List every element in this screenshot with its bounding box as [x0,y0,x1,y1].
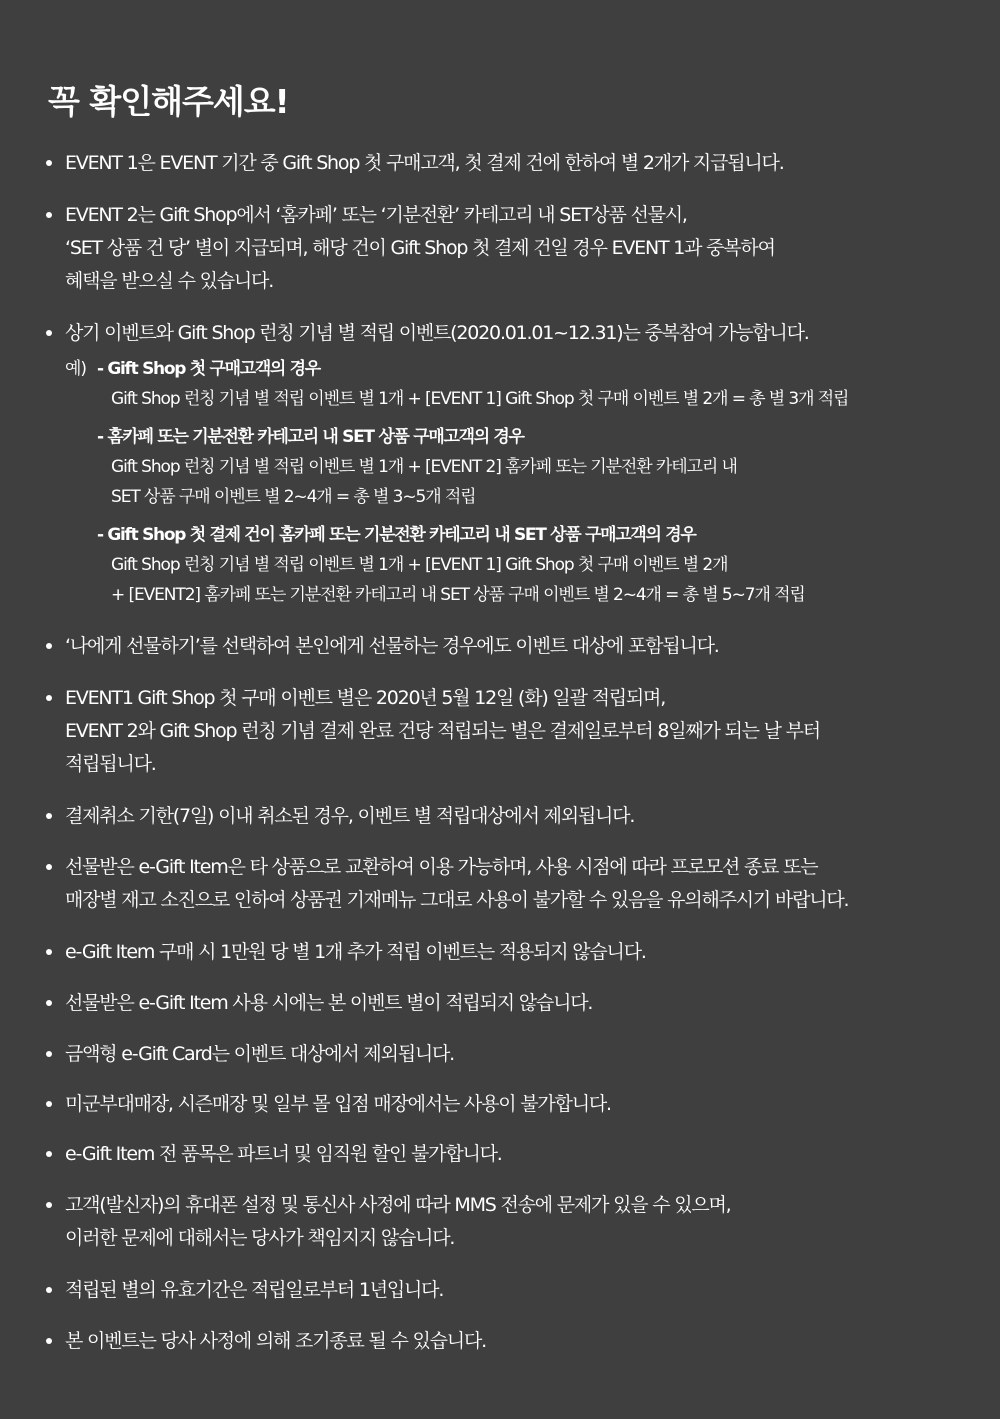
example-text: Gift Shop 런칭 기념 별 적립 이벤트 별 1개 + [EVENT 1] Gift Shop 첫 구매 이벤트 별 2개 = 총 별 3개 적립 [111,389,849,409]
notice-text: 적립됩니다. [65,753,156,775]
example-text: SET 상품 구매 이벤트 별 2~4개 = 총 별 3~5개 적립 [111,487,476,507]
bullet-dot [46,695,52,701]
example-text: Gift Shop 런칭 기념 별 적립 이벤트 별 1개 + [EVENT 1] Gift Shop 첫 구매 이벤트 별 2개 [111,555,728,575]
bullet-dot [46,949,52,955]
notice-text: e-Gift Item 전 품목은 파트너 및 임직원 할인 불가합니다. [65,1143,502,1165]
notice-text: ‘SET 상품 건 당’ 별이 지급되며, 해당 건이 Gift Shop 첫 결제 건일 경우 EVENT 1과 중복하여 [65,237,775,259]
notice-text: 결제취소 기한(7일) 이내 취소된 경우, 이벤트 별 적립대상에서 제외됩니다. [65,805,635,827]
example-heading: - Gift Shop 첫 결제 건이 홈카페 또는 기분전환 카테고리 내 SET 상품 구매고객의 경우 [97,525,696,545]
notice-text: EVENT 2와 Gift Shop 런칭 기념 결제 완료 건당 적립되는 별은 결제일로부터 8일째가 되는 날 부터 [65,720,820,742]
example-heading: - 홈카페 또는 기분전환 카테고리 내 SET 상품 구매고객의 경우 [97,427,524,447]
bullet-dot [46,212,52,218]
notice-text: EVENT1 Gift Shop 첫 구매 이벤트 별은 2020년 5월 12일 (화) 일괄 적립되며, [65,687,666,709]
notice-text: 고객(발신자)의 휴대폰 설정 및 통신사 사정에 따라 MMS 전송에 문제가 있을 수 있으며, [65,1194,731,1216]
bullet-dot [46,813,52,819]
bullet-dot [46,160,52,166]
bullet-dot [46,1338,52,1344]
bullet-dot [46,330,52,336]
example-heading: - Gift Shop 첫 구매고객의 경우 [97,359,320,379]
bullet-dot [46,864,52,870]
notice-text: ‘나에게 선물하기’를 선택하여 본인에게 선물하는 경우에도 이벤트 대상에 포함됩니다. [65,635,719,657]
bullet-dot [46,643,52,649]
bullet-dot [46,1151,52,1157]
notice-text: 이러한 문제에 대해서는 당사가 책임지지 않습니다. [65,1227,455,1249]
example-prefix: 예) [65,359,86,379]
notice-text: EVENT 2는 Gift Shop에서 ‘홈카페’ 또는 ‘기분전환’ 카테고리 내 SET상품 선물시, [65,204,687,226]
notice-text: EVENT 1은 EVENT 기간 중 Gift Shop 첫 구매고객, 첫 결제 건에 한하여 별 2개가 지급됩니다. [65,152,784,174]
notice-text: 본 이벤트는 당사 사정에 의해 조기종료 될 수 있습니다. [65,1330,486,1352]
notice-title: 꼭 확인해주세요! [48,82,289,121]
notice-text: 혜택을 받으실 수 있습니다. [65,270,274,292]
bullet-dot [46,1000,52,1006]
bullet-dot [46,1101,52,1107]
notice-text: 선물받은 e-Gift Item은 타 상품으로 교환하여 이용 가능하며, 사용 시점에 따라 프로모션 종료 또는 [65,856,818,878]
notice-text: 미군부대매장, 시즌매장 및 일부 몰 입점 매장에서는 사용이 불가합니다. [65,1093,611,1115]
bullet-dot [46,1202,52,1208]
bullet-dot [46,1051,52,1057]
notice-text: 상기 이벤트와 Gift Shop 런칭 기념 별 적립 이벤트(2020.01.01~12.31)는 중복참여 가능합니다. [65,322,809,344]
notice-text: 선물받은 e-Gift Item 사용 시에는 본 이벤트 별이 적립되지 않습니다. [65,992,593,1014]
bullet-dot [46,1287,52,1293]
notice-text: e-Gift Item 구매 시 1만원 당 별 1개 추가 적립 이벤트는 적용되지 않습니다. [65,941,646,963]
notice-text: 매장별 재고 소진으로 인하여 상품권 기재메뉴 그대로 사용이 불가할 수 있음을 유의해주시기 바랍니다. [65,889,849,911]
notice-text: 적립된 별의 유효기간은 적립일로부터 1년입니다. [65,1279,444,1301]
notice-text: 금액형 e-Gift Card는 이벤트 대상에서 제외됩니다. [65,1043,454,1065]
example-text: + [EVENT2] 홈카페 또는 기분전환 카테고리 내 SET 상품 구매 이벤트 별 2~4개 = 총 별 5~7개 적립 [111,585,805,605]
example-text: Gift Shop 런칭 기념 별 적립 이벤트 별 1개 + [EVENT 2] 홈카페 또는 기분전환 카테고리 내 [111,457,737,477]
